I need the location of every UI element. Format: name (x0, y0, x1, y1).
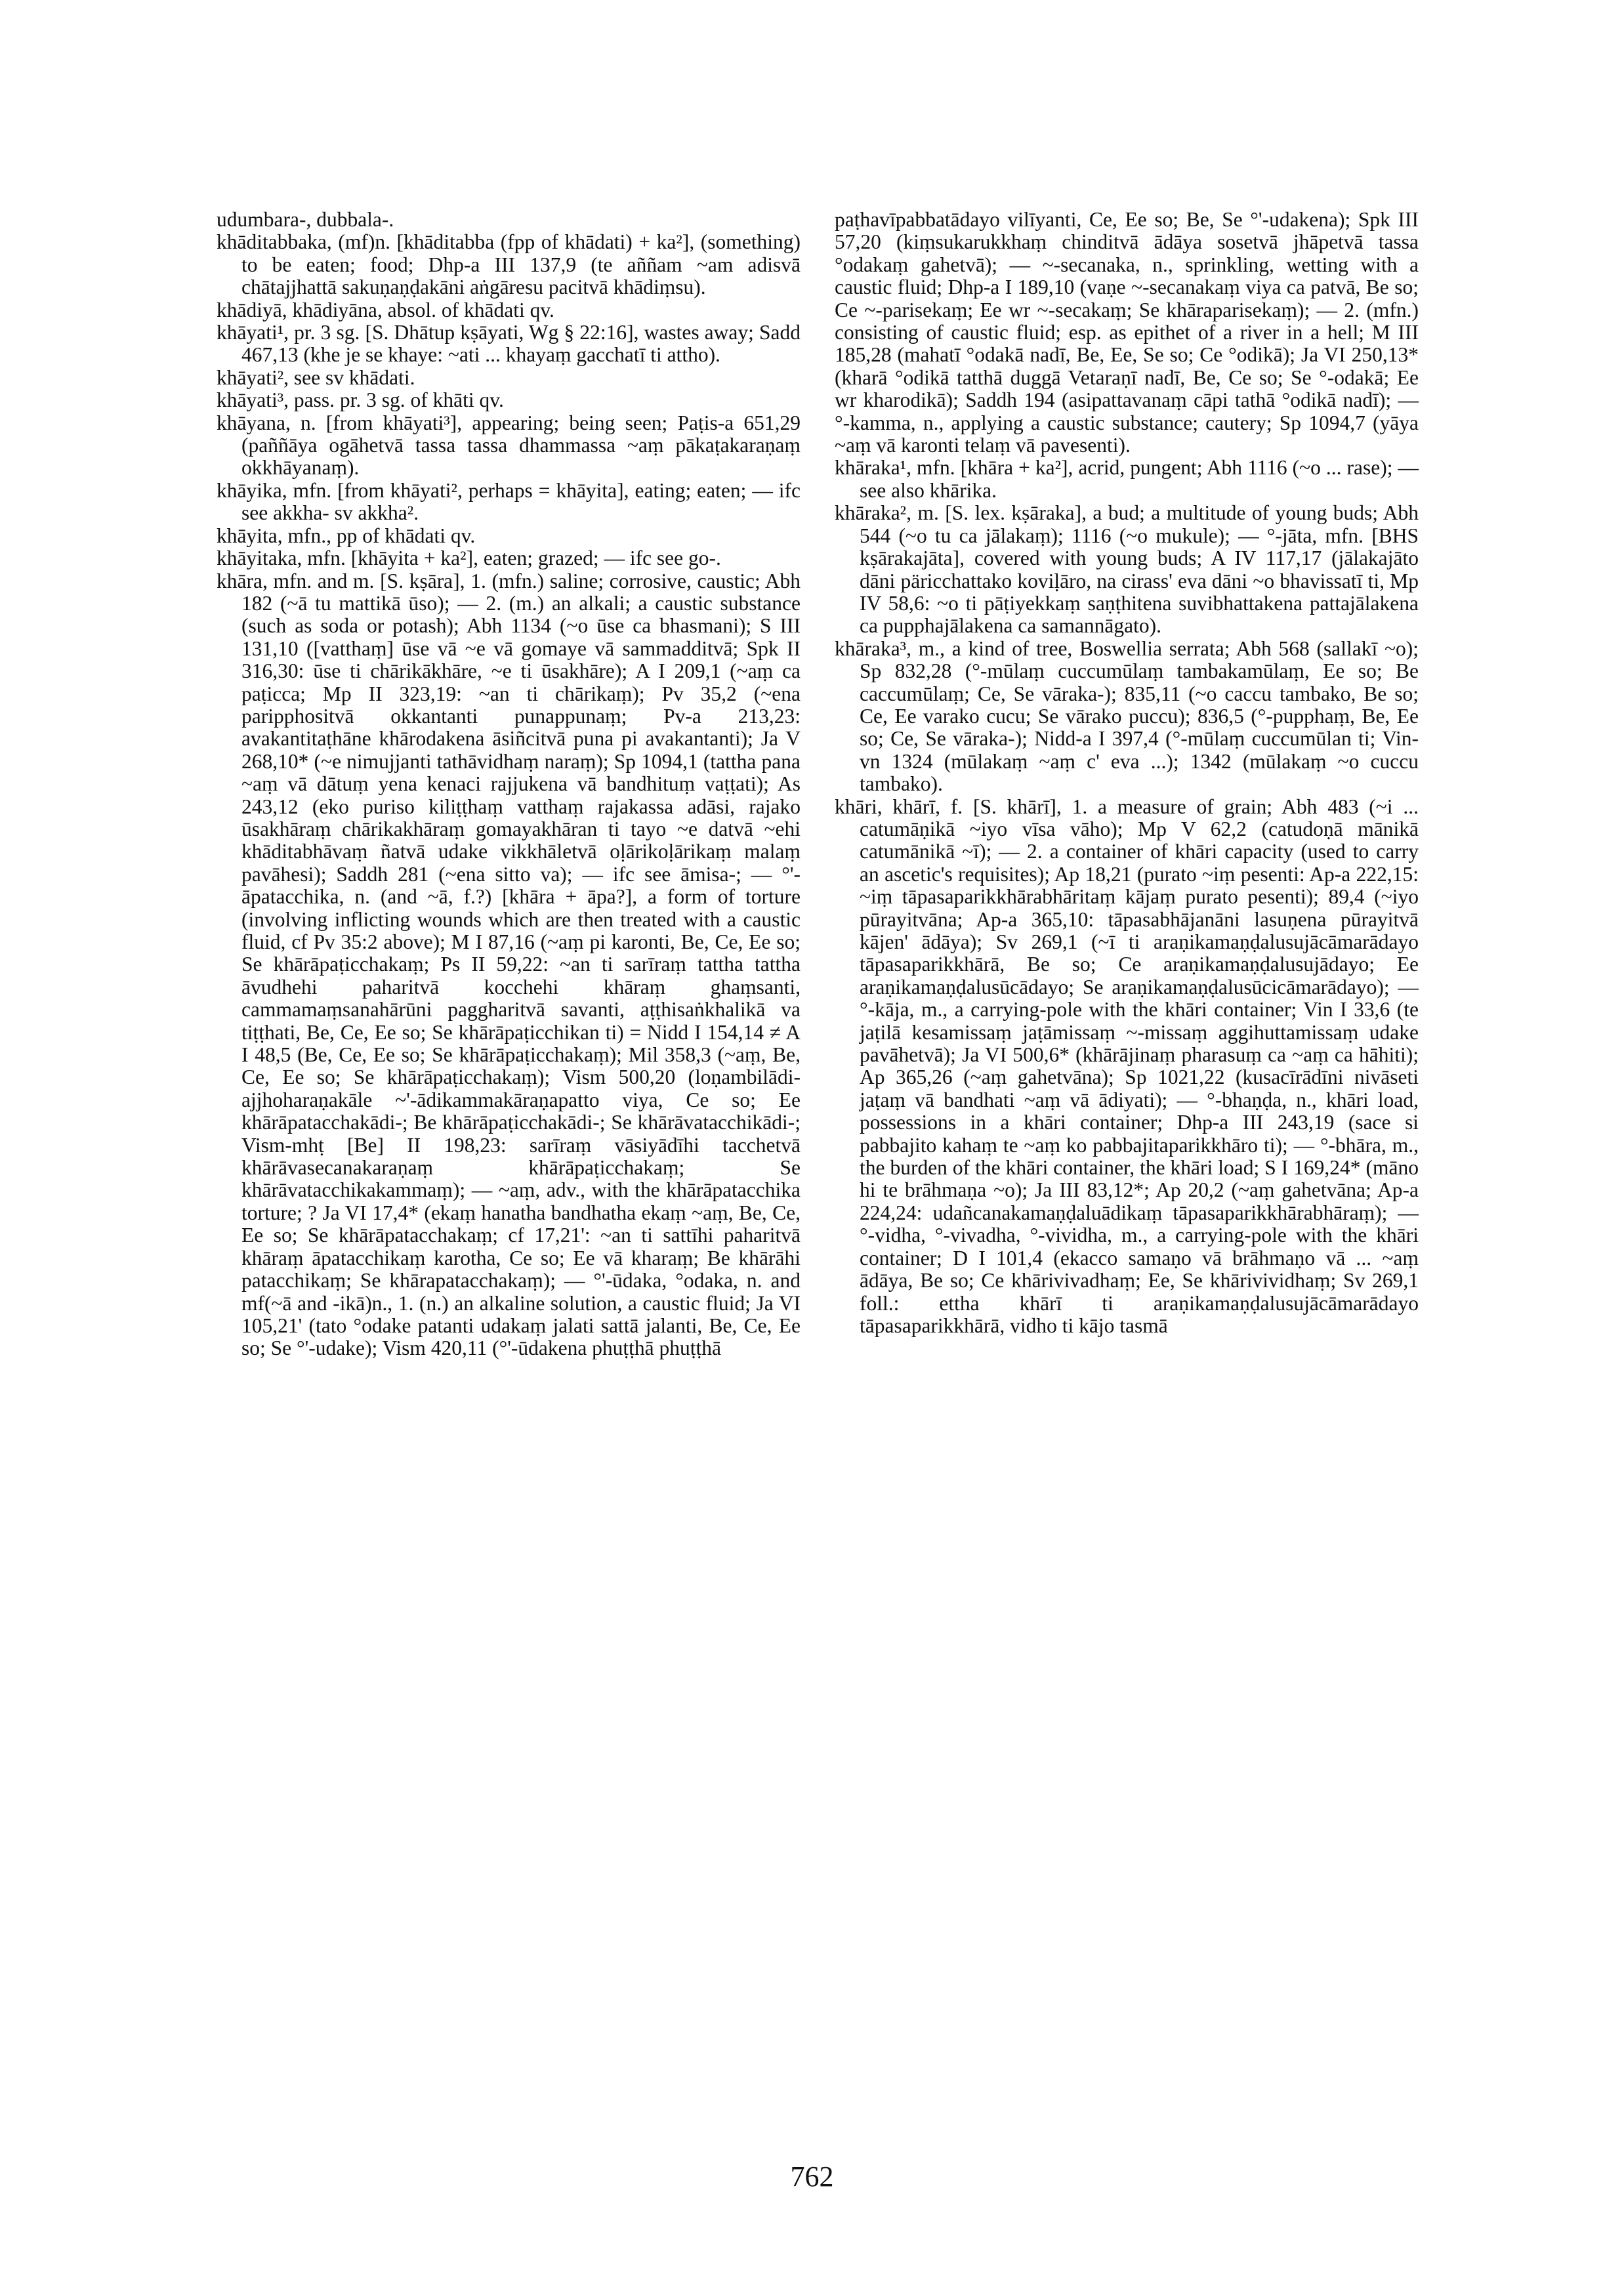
dictionary-entry: khāra, mfn. and m. [S. kṣāra], 1. (mfn.) saline; corrosive, caustic; Abh 182 (~ā tu mattikā ūso); — 2. (m.) an alkali; a caustic substance (such as soda or potash); Abh 1134 (~o ūse ca bhasmani); S III 131,10 ([vatthaṃ] ūse vā ~e vā gomaye vā sammadditvā; Spk II 316,30: ūse ti chārikākhāre, ~e ti ūsakhāre); A I 209,1 (~aṃ ca paṭicca; Mp II 323,19: ~an ti chārikaṃ); Pv 35,2 (~ena paripphositvā okkantanti punappunaṃ; Pv-a 213,23: avakantitaṭhāne khārodakena āsiñcitvā puna pi avakantanti); Ja V 268,10* (~e nimujjanti tathāvidhaṃ naraṃ); Sp 1094,1 (tattha pana ~aṃ vā dātuṃ yena kenaci rajjukena vā bandhituṃ vaṭṭati); As 243,12 (eko puriso kiliṭṭhaṃ vatthaṃ rajakassa adāsi, rajako ūsakhāraṃ chārikakhāraṃ gomayakhāran ti tayo ~e datvā ~ehi khāditabhāvaṃ ñatvā udake vikkhāletvā oḷārikoḷārikaṃ malaṃ pavāhesi); Saddh 281 (~ena sitto va); — ifc see āmisa-; — °'-āpatacchika, n. (and ~ā, f.?) [khāra + āpa?], a form of torture (involving inflicting wounds which are then treated with a caustic fluid, cf Pv 35:2 above); M I 87,16 (~aṃ pi karonti, Be, Ce, Ee so; Se khārāpaṭicchakaṃ; Ps II 59,22: ~an ti sarīraṃ tattha tattha āvudhehi paharitvā kocchehi khāraṃ ghaṃsanti, cammamaṃsanahārūni paggharitvā savanti, aṭṭhisaṅkhalikā va tiṭṭhati, Be, Ce, Ee so; Se khārāpaṭicchikan ti) = Nidd I 154,14 ≠ A I 48,5 (Be, Ce, Ee so; Se khārāpaṭicchakaṃ); Mil 358,3 (~aṃ, Be, Ce, Ee so; Se khārāpaṭicchakaṃ); Vism 500,20 (loṇambilādi-ajjhoharaṇakāle ~'-ādikammakāraṇapatto viya, Ce so; Ee khārāpatacchakādi-; Be khārāpaṭicchakādi-; Se khārāvatacchikādi-; Vism-mhṭ [Be] II 198,23: sarīraṃ vāsiyādīhi tacchetvā khārāvasecanakaraṇaṃ khārāpaṭicchakaṃ; Se khārāvatacchikakammaṃ); — ~aṃ, adv., with the khārāpatacchika torture; ? Ja VI 17,4* (ekaṃ hanatha bandhatha ekaṃ ~aṃ, Be, Ce, Ee so; Se khārāpatacchakaṃ; cf 17,21': ~an ti sattīhi paharitvā khāraṃ āpatacchikaṃ karotha, Ce so; Ee vā kharaṃ; Be khārāhi patacchikaṃ; Se khārapatacchakaṃ); — °'-ūdaka, °odaka, n. and mf(~ā and -ikā)n., 1. (n.) an alkaline solution, a caustic fluid; Ja VI 105,21' (tato °odake patanti udakaṃ jalati sattā jalanti, Be, Ce, Ee so; Se °'-udake); Vism 420,11 (°'-ūdakena phuṭṭhā phuṭṭhā (217, 569, 801, 1360)
dictionary-entry: khāyati³, pass. pr. 3 sg. of khāti qv. (217, 388, 504, 412)
dictionary-entry: khāyati², see sv khādati. (217, 365, 415, 389)
dictionary-entry: khāyana, n. [from khāyati³], appearing; being seen; Paṭis-a 651,29 (paññāya ogāhetvā tassa tassa dhammassa ~aṃ pākaṭakaraṇaṃ okkhāyanaṃ). (217, 411, 801, 480)
dictionary-entry: khāyita, mfn., pp of khādati qv. (217, 524, 476, 547)
entry-continuation: paṭhavīpabbatādayo vilīyanti, Ce, Ee so; Be, Se °'-udakena); Spk III 57,20 (kiṃsukarukkhaṃ chinditvā ādāya sosetvā jhāpetvā tassa °odakaṃ gahetvā); — ~-secanaka, n., sprinkling, wetting with a caustic fluid; Dhp-a I 189,10 (vaṇe ~-secanakaṃ viya ca patvā, Be so; Ce ~-parisekaṃ; Ee wr ~-secakaṃ; Se khāraparisekaṃ); — 2. (mfn.) consisting of caustic fluid; esp. as epithet of a river in a hell; M III 185,28 (mahatī °odakā nadī, Be, Ee, Se so; Ce °odikā); Ja VI 250,13* (kharā °odikā tatthā duggā Vetaraṇī nadī, Be, Ce so; Se °-odakā; Ee wr kharodikā); Saddh 194 (asipattavanaṃ cāpi tathā °odikā nadī); — °-kamma, n., applying a caustic substance; cautery; Sp 1094,7 (yāya ~aṃ vā karonti telaṃ vā pavesenti). (835, 208, 1419, 457)
dictionary-entry: khāyika, mfn. [from khāyati², perhaps = khāyita], eating; eaten; — ifc see akkha- sv akkha². (217, 478, 801, 525)
dictionary-entry: khāditabbaka, (mf)n. [khāditabba (fpp of khādati) + ka²], (something) to be eaten; food; Dhp-a III 137,9 (te aññam ~am adisvā chātajjhattā sakuṇaṇḍakāni aṅgāresu pacitvā khādiṃsu). (217, 230, 801, 299)
dictionary-entry: khāraka², m. [S. lex. kṣāraka], a bud; a multitude of young buds; Abh 544 (~o tu ca jālakaṃ); 1116 (~o mukule); — °-jāta, mfn. [BHS kṣārakajāta], covered with young buds; A IV 117,17 (jālakajāto dāni päricchattako koviḷāro, na cirass' eva dāni ~o bhavissatī ti, Mp IV 58,6: ~o ti pāṭiyekkaṃ saṇṭhitena suvibhattakena pattajālakena ca pupphajālakena ca samannāgato). (835, 501, 1419, 638)
left-column (217, 209, 801, 1360)
entry-continuation: udumbara-, dubbala-. (217, 208, 394, 231)
dictionary-entry: khāraka³, m., a kind of tree, Boswellia serrata; Abh 568 (sallakī ~o); Sp 832,28 (°-mūlaṃ cuccumūlaṃ tambakamūlaṃ, Ee so; Be caccumūlaṃ; Ce, Se vāraka-); 835,11 (~o caccu tambako, Be so; Ce, Ee varako cucu; Se vārako puccu); 836,5 (°-pupphaṃ, Be, Ee so; Ce, Se vāraka-); Nidd-a I 397,4 (°-mūlaṃ cuccumūlan ti; Vin-vn 1324 (mūlakaṃ ~aṃ c' eva ...); 1342 (mūlakaṃ ~o cuccu tambako). (835, 636, 1419, 796)
dictionary-entry: khādiyā, khādiyāna, absol. of khādati qv. (217, 298, 554, 321)
page-number: 762 (790, 2161, 834, 2193)
dictionary-entry: khāri, khārī, f. [S. khārī], 1. a measure of grain; Abh 483 (~i ... catumāṇikā ~iyo vīsa vāho); Mp V 62,2 (catudoṇā mānikā catumānikā ~ī); — 2. a container of khāri capacity (used to carry an ascetic's requisites); Ap 18,21 (purato ~iṃ pesenti: Ap-a 222,15: ~iṃ tāpasaparikkhārabhāritaṃ kājaṃ purato pesenti); 89,4 (~iyo pūrayitvāna; Ap-a 365,10: tāpasabhājanāni lasuṇena pūrayitvā kājen' ādāya); Sv 269,1 (~ī ti araṇikamaṇḍalusujācāmarādayo tāpasaparikkhārā, Be so; Ce araṇikamaṇḍalusujādayo; Ee araṇikamaṇḍalusūcādayo; Se araṇikamaṇḍalusūcicāmarādayo); — °-kāja, m., a carrying-pole with the khāri container; Vin I 33,6 (te jaṭilā kesamissaṃ jaṭāmissaṃ ~-missaṃ aggihuttamissaṃ udake pavāhetvā); Ja VI 500,6* (khārājinaṃ pharasuṃ ca ~aṃ ca hāhiti); Ap 365,26 (~aṃ gahetvāna); Sp 1021,22 (kusacīrādīni nivāseti jaṭaṃ vā bandhati ~aṃ vā ādiyati); — °-bhaṇḍa, n., khāri load, possessions in a khāri container; Dhp-a III 243,19 (sace si pabbajito kahaṃ te ~aṃ ko pabbajitaparikkhāro ti); — °-bhāra, m., the burden of the khāri container, the khāri load; S I 169,24* (māno hi te brāhmaṇa ~o); Ja III 83,12*; Ap 20,2 (~aṃ gahetvāna; Ap-a 224,24: udañcanakamaṇḍaluādikaṃ tāpasaparikkhārabhāraṃ); — °-vidha, °-vivadha, °-vividha, m., a carrying-pole with the khāri container; D I 101,4 (ekacco samaṇo vā brāhmaṇo vā ... ~aṃ ādāya, Be so; Ce khārivivadhaṃ; Ee, Se khārivividhaṃ; Sv 269,1 foll.: ettha khārī ti araṇikamaṇḍalusujācāmarādayo tāpasaparikkhārā, vidho ti kājo tasmā (835, 795, 1419, 1337)
dictionary-entry: khāyitaka, mfn. [khāyita + ka²], eaten; grazed; — ifc see go-. (217, 547, 721, 570)
right-column (835, 209, 1419, 1337)
dictionary-entry: khāyati¹, pr. 3 sg. [S. Dhātup kṣāyati, Wg § 22:16], wastes away; Sadd 467,13 (khe je se khaye: ~ati ... khayaṃ gacchatī ti attho). (217, 321, 801, 367)
dictionary-entry: khāraka¹, mfn. [khāra + ka²], acrid, pungent; Abh 1116 (~o ... rase); — see also khārika. (835, 456, 1419, 502)
